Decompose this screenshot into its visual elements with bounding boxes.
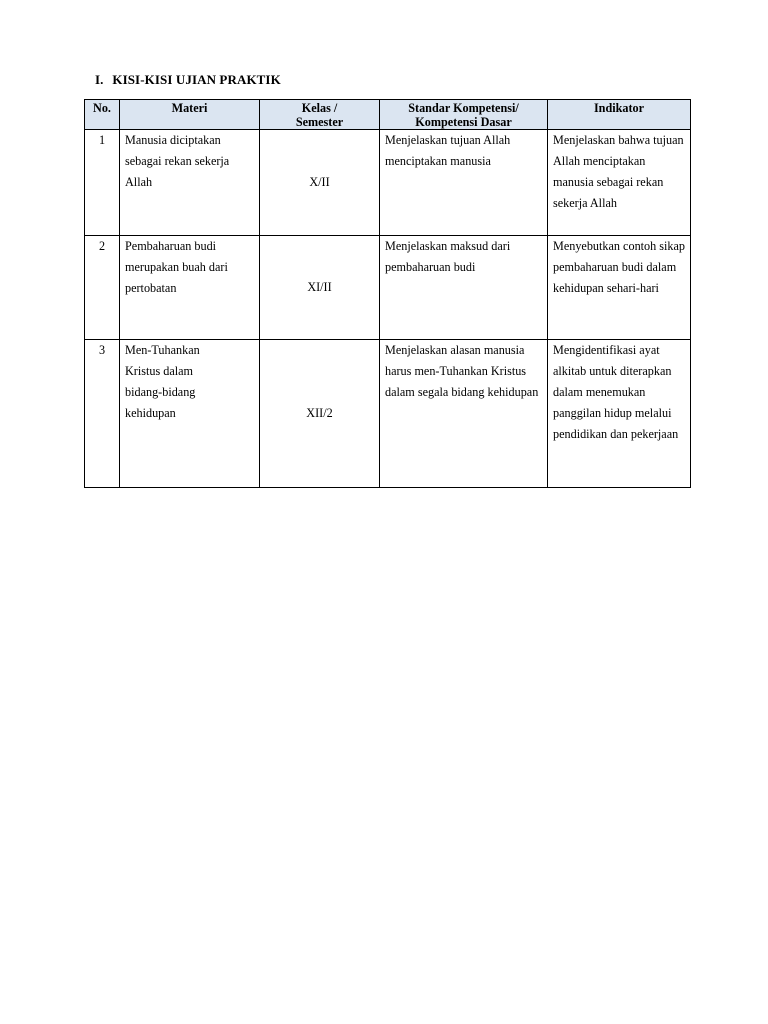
section-number: I. xyxy=(95,72,104,87)
table-row xyxy=(85,236,691,340)
cell-standar: Menjelaskan maksud dari pembaharuan budi xyxy=(380,236,548,340)
cell-standar: Menjelaskan tujuan Allah menciptakan manusia xyxy=(380,130,548,236)
header-kelas-semester: Kelas / Semester xyxy=(260,100,380,130)
cell-kelas: XII/2 xyxy=(260,340,380,488)
cell-materi: Pembaharuan budi merupakan buah dari pertobatan xyxy=(120,236,260,340)
header-no: No. xyxy=(85,100,120,130)
cell-indikator: Menjelaskan bahwa tujuan Allah menciptakan manusia sebagai rekan sekerja Allah xyxy=(548,130,691,236)
cell-indikator: Menyebutkan contoh sikap pembaharuan budi dalam kehidupan sehari-hari xyxy=(548,236,691,340)
table-row xyxy=(85,340,691,488)
header-materi: Materi xyxy=(120,100,260,130)
cell-kelas: X/II xyxy=(260,130,380,236)
cell-materi: Men-Tuhankan Kristus dalam bidang-bidang kehidupan xyxy=(120,340,260,488)
cell-standar: Menjelaskan alasan manusia harus men-Tuhankan Kristus dalam segala bidang kehidupan xyxy=(380,340,548,488)
cell-indikator: Mengidentifikasi ayat alkitab untuk diterapkan dalam menemukan panggilan hidup melalui pendidikan dan pekerjaan xyxy=(548,340,691,488)
section-title: KISI-KISI UJIAN PRAKTIK xyxy=(112,72,281,87)
section-heading xyxy=(95,72,281,88)
cell-materi: Manusia diciptakan sebagai rekan sekerja Allah xyxy=(120,130,260,236)
header-standar-kompetensi: Standar Kompetensi/ Kompetensi Dasar xyxy=(380,100,548,130)
header-indikator: Indikator xyxy=(548,100,691,130)
cell-kelas: XI/II xyxy=(260,236,380,340)
cell-no: 1 xyxy=(85,130,120,236)
table-header-row xyxy=(85,100,691,130)
cell-no: 2 xyxy=(85,236,120,340)
kisi-kisi-table xyxy=(84,99,691,488)
table-row xyxy=(85,130,691,236)
cell-no: 3 xyxy=(85,340,120,488)
